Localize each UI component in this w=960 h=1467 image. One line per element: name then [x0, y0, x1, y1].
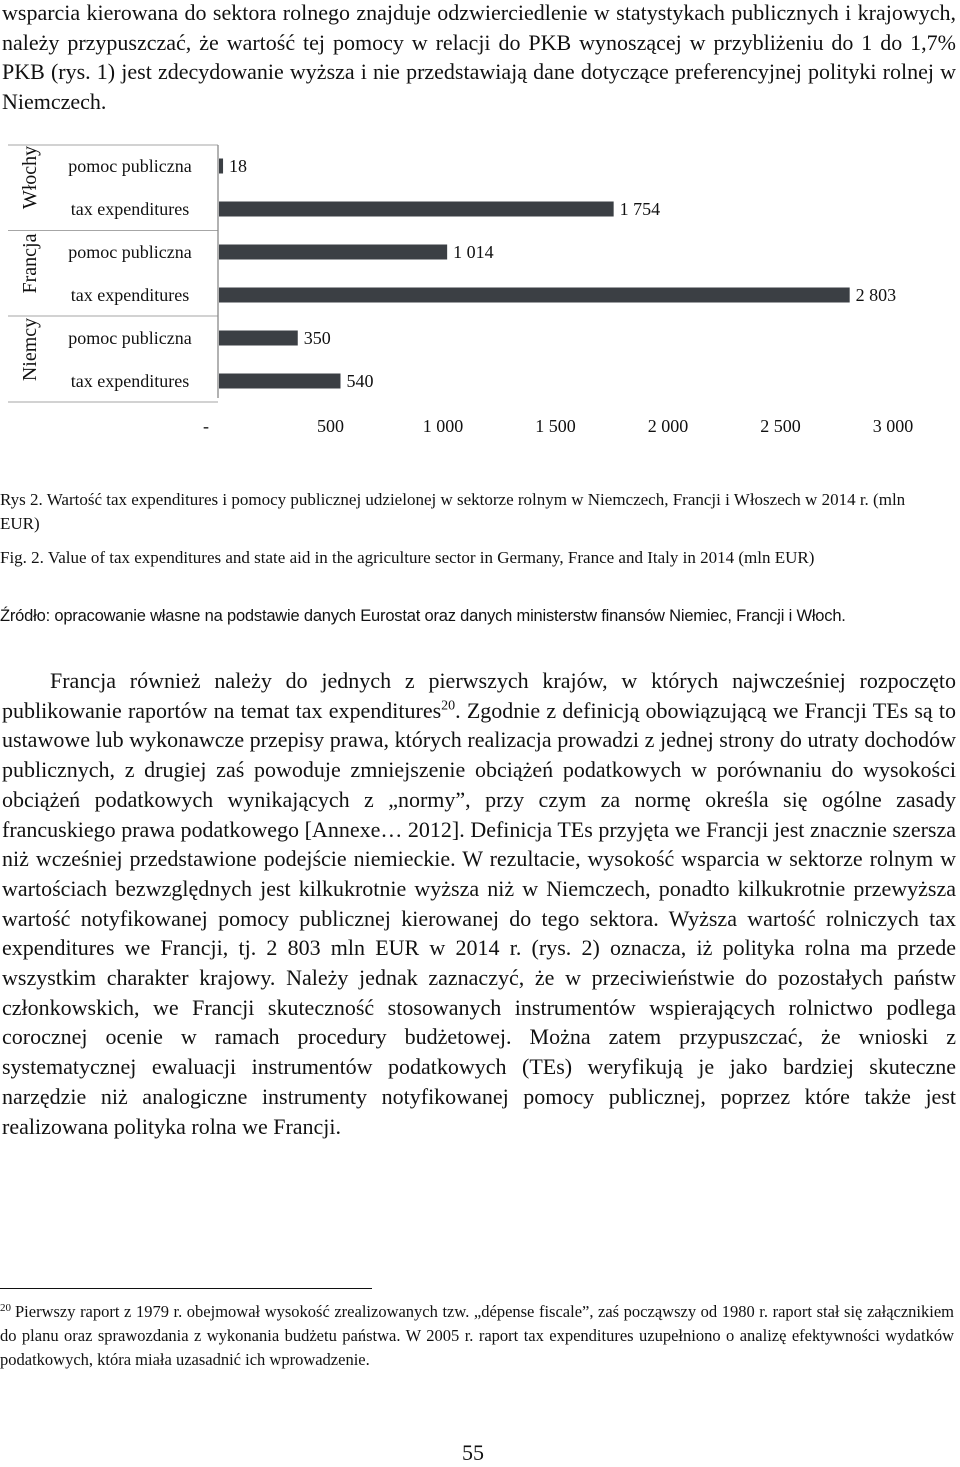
- bar-chart: [0, 130, 960, 450]
- caption-english: Fig. 2. Value of tax expenditures and state aid in the agriculture sector in Germany, France and Italy in 2014 (mln EUR): [0, 548, 815, 567]
- caption-polish: Rys 2. Wartość tax expenditures i pomocy publicznej udzielonej w sektorze rolnym w Niemczech, Francji i Włoszech w 2014 r. (mln EUR): [0, 490, 906, 533]
- bar: [219, 245, 447, 260]
- x-tick-label: 500: [317, 416, 344, 436]
- page-number: 55: [462, 1440, 484, 1465]
- data-label: 350: [303, 328, 331, 348]
- data-label: 1 754: [619, 199, 661, 219]
- group-label: Francja: [19, 233, 41, 294]
- x-tick-label: 1 000: [422, 416, 464, 436]
- body-text-1: Francja również należy do jednych z pierwszych krajów, w których najwcześniej rozpoczęto publikowanie raportów na temat tax expenditures: [2, 668, 956, 723]
- bar: [219, 202, 614, 217]
- bar: [219, 288, 850, 303]
- footnote-mark: 20: [0, 1301, 11, 1314]
- category-label: pomoc publiczna: [68, 328, 192, 348]
- data-label: 540: [346, 371, 374, 391]
- data-label: 2 803: [855, 285, 897, 305]
- x-tick-label: 2 500: [760, 416, 801, 436]
- category-label: tax expenditures: [70, 199, 190, 219]
- footnote-reference: 20: [441, 698, 456, 714]
- x-tick-label: -: [203, 416, 209, 436]
- x-tick-label: 1 500: [535, 416, 576, 436]
- body-text-2: . Zgodnie z definicją obowiązującą we Francji TEs są to ustawowe lub wykonawcze przepisy prawa, których realizacja prowadzi z jednej strony do utraty dochodów publicznych, z drugiej zaś powoduje zmniejszenie obciążeń podatkowych w porównaniu do wysokości obciążeń podatkowych wynikających z „normy”, przy czym za normę określa się ogólne zasady francuskiego prawa podatkowego [Annexe… 2012]. Definicja TEs przyjęta we Francji jest znacznie szersza niż wcześniej przedstawione podejście niemieckie. W rezultacie, wysokość wsparcia w sektorze rolnym w wartościach bezwzględnych jest kilkukrotnie wyższa niż w Niemczech, ponadto kilkukrotnie przewyższa wartość notyfikowanej pomocy publicznej kierowanej do tego sektora. Wyższa wartość rolniczych tax expenditures we Francji, tj. 2 803 mln EUR w 2014 r. (rys. 2) oznacza, iż polityka rolna ma przede wszystkim charakter krajowy. Należy jednak zaznaczyć, że w przeciwieństwie do pozostałych państw członkowskich, we Francji skuteczność stosowanych instrumentów wspierających rolnictwo podlega corocznej ocenie w ramach procedury budżetowej. Można zatem przypuszczać, że wnioski z systematycznej ewaluacji instrumentów podatkowych (TEs) weryfikują je jako bardziej skuteczne narzędzie niż analogiczne instrumenty notyfikowanej pomocy publicznej, poprzez które także jest realizowana polityka rolna we Francji.: [2, 697, 956, 1139]
- category-label: tax expenditures: [70, 285, 190, 305]
- body-paragraph: [2, 666, 956, 1141]
- x-tick-label: 2 000: [647, 416, 689, 436]
- category-label: pomoc publiczna: [68, 242, 192, 262]
- bar: [219, 331, 298, 346]
- bar: [219, 374, 341, 389]
- data-label: 1 014: [453, 242, 494, 262]
- footnote-rule: [0, 1288, 372, 1289]
- group-label: Niemcy: [19, 317, 41, 382]
- data-label: 18: [229, 156, 248, 176]
- intro-paragraph: wsparcia kierowana do sektora rolnego znajduje odzwierciedlenie w statystykach publicznych i krajowych, należy przypuszczać, że wartość tej pomocy w relacji do PKB wynoszącej w przybliżeniu do 1 do 1,7% PKB (rys. 1) jest zdecydowanie wyższa i nie przedstawiają dane dotyczące preferencyjnej polityki rolnej w Niemczech.: [2, 0, 956, 115]
- group-label: Włochy: [19, 145, 41, 210]
- footnote: [0, 1300, 954, 1372]
- x-tick-label: 3 000: [872, 416, 914, 436]
- source-note: Źródło: opracowanie własne na podstawie danych Eurostat oraz danych ministerstw finansów Niemiec, Francji i Włoch.: [0, 607, 846, 625]
- category-label: pomoc publiczna: [68, 156, 192, 176]
- footnote-text: Pierwszy raport z 1979 r. obejmował wysokość zrealizowanych tzw. „dépense fiscale”, zaś począwszy od 1980 r. raport stał się załącznikiem do planu oraz sprawozdania z wykonania budżetu państwa. W 2005 r. raport tax expenditures uzupełniono o analizę efektywności wydatków podatkowych, która miała uzasadnić ich wprowadzenie.: [0, 1302, 954, 1369]
- category-label: tax expenditures: [70, 371, 190, 391]
- bar: [219, 159, 223, 174]
